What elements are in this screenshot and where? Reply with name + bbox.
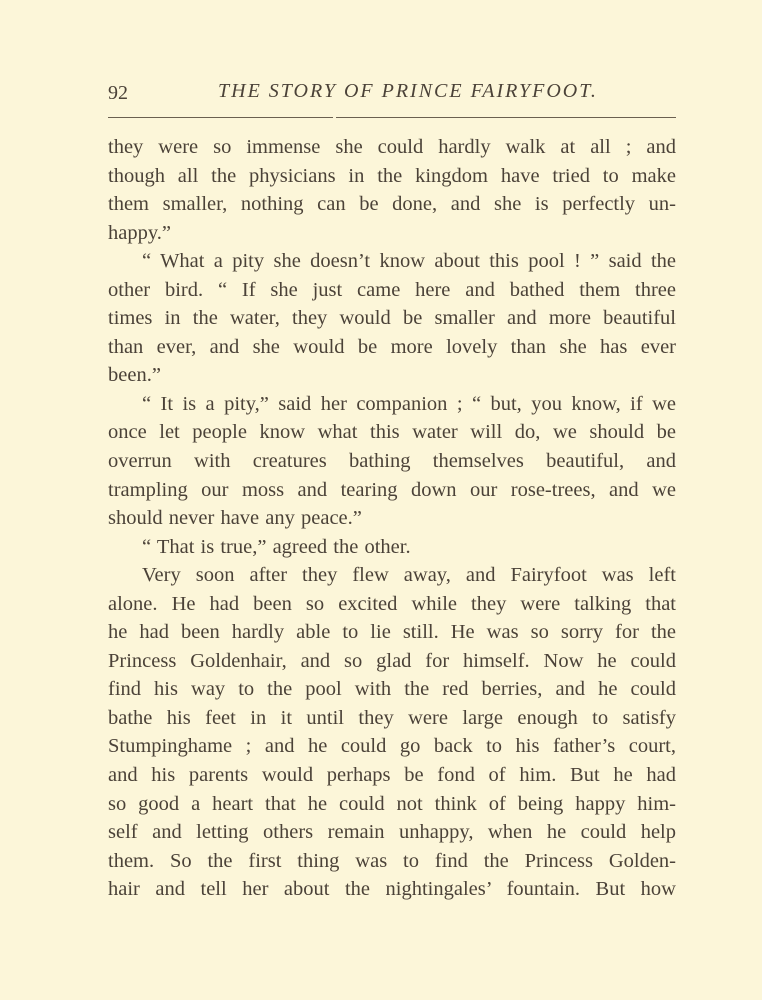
text-line: other bird. “ If she just came here and bathed them three bbox=[108, 278, 676, 301]
text-line: Princess Goldenhair, and so glad for himself. Now he could bbox=[108, 649, 676, 672]
text-line: been.” bbox=[108, 364, 161, 387]
text-line: so good a heart that he could not think of being happy him- bbox=[108, 792, 676, 815]
text-line: once let people know what this water will do, we should be bbox=[108, 421, 676, 444]
text-line: Stumpinghame ; and he could go back to his father’s court, bbox=[108, 735, 676, 758]
text-line: though all the physicians in the kingdom have tried to make bbox=[108, 164, 676, 187]
text-line: alone. He had been so excited while they were talking that bbox=[108, 592, 676, 615]
text-line: they were so immense she could hardly walk at all ; and bbox=[108, 136, 676, 158]
page-number: 92 bbox=[108, 82, 128, 104]
text-line: overrun with creatures bathing themselves beautiful, and bbox=[108, 450, 676, 473]
text-line: trampling our moss and tearing down our rose-trees, and we bbox=[108, 478, 676, 501]
text-line: them smaller, nothing can be done, and she is perfectly un- bbox=[108, 193, 676, 216]
text-line: self and letting others remain unhappy, when he could help bbox=[108, 821, 676, 844]
text-line: hair and tell her about the nightingales’ fountain. But how bbox=[108, 878, 676, 901]
text-line: “ It is a pity,” said her companion ; “ but, you know, if we bbox=[142, 392, 676, 415]
text-line: them. So the first thing was to find the Princess Golden- bbox=[108, 849, 676, 872]
text-line: Very soon after they flew away, and Fairyfoot was left bbox=[142, 564, 676, 587]
text-line: find his way to the pool with the red berries, and he could bbox=[108, 678, 676, 701]
text-line: times in the water, they would be smaller and more beautiful bbox=[108, 307, 676, 330]
header-rule-right bbox=[336, 117, 676, 118]
header-rule-left bbox=[108, 117, 333, 118]
running-header bbox=[108, 80, 676, 110]
text-line: he had been hardly able to lie still. He was so sorry for the bbox=[108, 621, 676, 644]
text-line: “ What a pity she doesn’t know about this pool ! ” said the bbox=[142, 250, 676, 273]
running-title: THE STORY OF PRINCE FAIRYFOOT. bbox=[218, 80, 598, 102]
page-body-text bbox=[108, 133, 676, 904]
text-line: “ That is true,” agreed the other. bbox=[142, 535, 411, 558]
text-line: should never have any peace.” bbox=[108, 507, 362, 530]
text-line: happy.” bbox=[108, 221, 171, 244]
text-line: bathe his feet in it until they were large enough to satisfy bbox=[108, 706, 676, 729]
text-line: than ever, and she would be more lovely than she has ever bbox=[108, 335, 676, 358]
text-line: and his parents would perhaps be fond of him. But he had bbox=[108, 764, 676, 787]
